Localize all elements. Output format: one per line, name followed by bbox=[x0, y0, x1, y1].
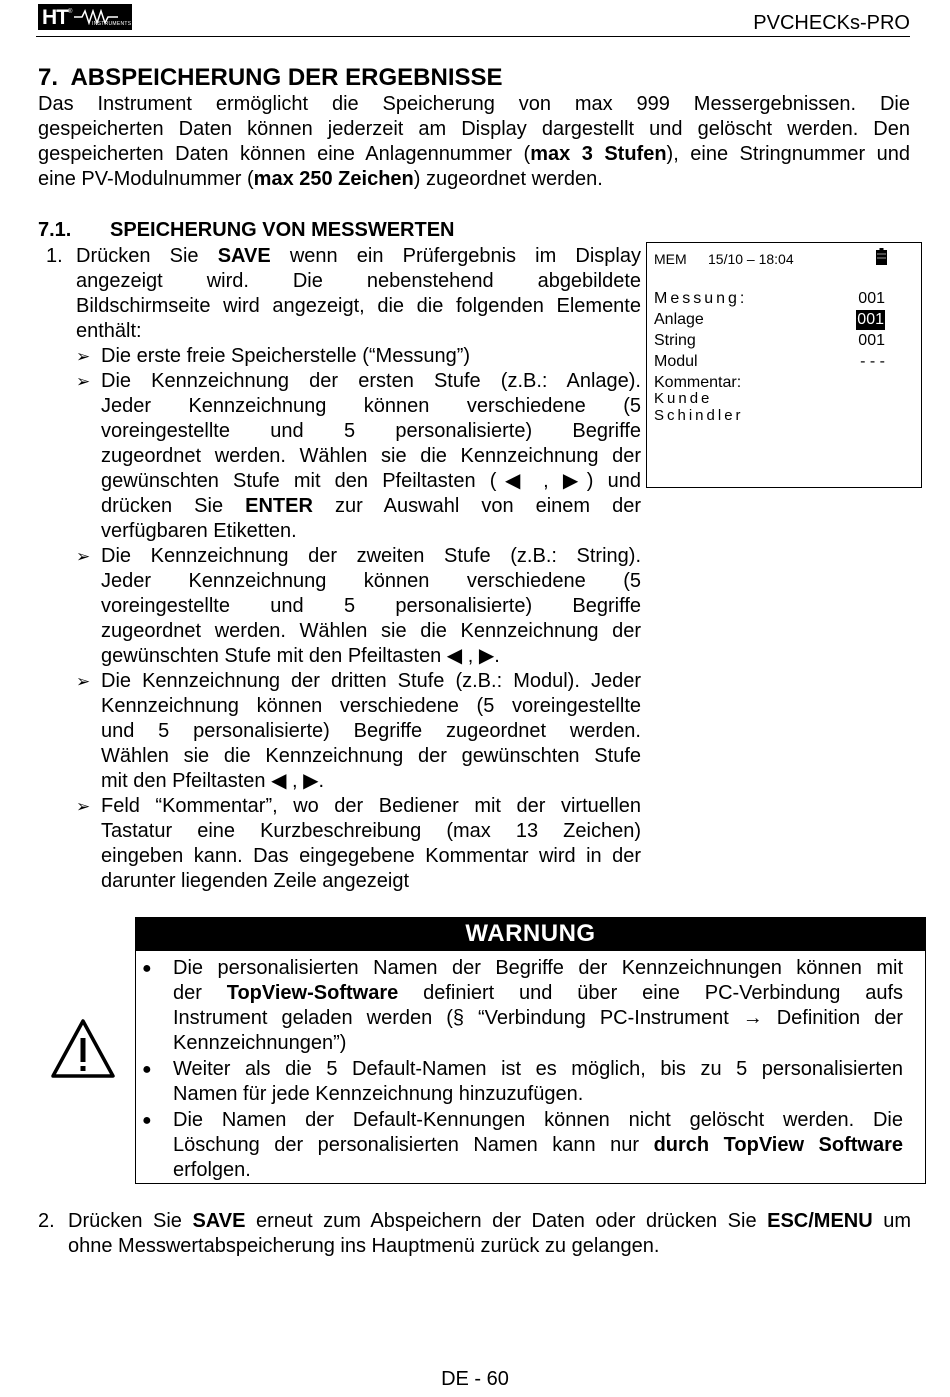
warning-bold: TopView-Software bbox=[226, 982, 399, 1004]
bullet-dot-icon: ● bbox=[142, 1112, 152, 1129]
warning-text: definiert und über eine PC-Verbindung aufs bbox=[398, 982, 903, 1004]
arrow-bullet-icon: ➢ bbox=[76, 547, 91, 566]
arrow-bullet-icon: ➢ bbox=[76, 797, 91, 816]
step-text: Drücken Sie bbox=[76, 245, 218, 267]
arrow-bullet-icon: ➢ bbox=[76, 347, 91, 366]
bullet-line: Tastatur eine Kurzbeschreibung (max 13 Zeichen) bbox=[101, 820, 641, 842]
warning-item bbox=[173, 956, 903, 1056]
warning-item bbox=[173, 1108, 903, 1183]
bullet-item bbox=[76, 344, 641, 369]
bullet-text: drücken Sie bbox=[101, 495, 246, 517]
bullet-line: Die Kennzeichnung der ersten Stufe (z.B.: Anlage). bbox=[101, 370, 641, 392]
warning-item bbox=[173, 1057, 903, 1107]
screen-messung-value: 001 bbox=[858, 290, 885, 307]
registered-mark: ® bbox=[68, 9, 73, 15]
step-line bbox=[76, 244, 641, 269]
subsection-title bbox=[38, 219, 454, 242]
logo-text: HT bbox=[42, 5, 68, 29]
intro-line bbox=[38, 167, 910, 192]
warning-bold: durch TopView Software bbox=[653, 1134, 903, 1156]
intro-line: gespeicherten Daten können jederzeit am Display dargestellt und gelöscht werden. Den bbox=[38, 118, 910, 140]
screen-mem-label: MEM bbox=[654, 251, 687, 267]
screen-comment-line: Schindler bbox=[654, 407, 744, 424]
logo-subtext: INSTRUMENTS bbox=[92, 21, 132, 27]
bullet-line: Jeder Kennzeichnung können verschiedene (5 bbox=[101, 395, 641, 417]
screen-datetime: 15/10 – 18:04 bbox=[708, 251, 794, 267]
intro-text: ), eine Stringnummer und bbox=[666, 143, 911, 165]
bullet-text: zur Auswahl von einem der bbox=[312, 495, 642, 517]
bullet-line bbox=[101, 494, 641, 519]
arrow-bullet-icon: ➢ bbox=[76, 372, 91, 391]
intro-text: eine PV-Modulnummer ( bbox=[38, 168, 254, 190]
step-text: um bbox=[872, 1210, 911, 1232]
key-enter: ENTER bbox=[245, 495, 313, 517]
bullet-item bbox=[76, 369, 642, 544]
warning-line: Die personalisierten Namen der Begriffe der Kennzeichnungen können mit bbox=[173, 957, 903, 979]
bullet-dot-icon: ● bbox=[142, 960, 152, 977]
warning-line: Instrument geladen werden (§ “Verbindung PC-Instrument → Definition der bbox=[173, 1007, 903, 1029]
bullet-line: Feld “Kommentar”, wo der Bediener mit der virtuellen bbox=[101, 795, 641, 817]
bullet-dot-icon: ● bbox=[142, 1061, 152, 1078]
intro-bold: max 3 Stufen bbox=[530, 143, 667, 165]
intro-line: Das Instrument ermöglicht die Speicherung von max 999 Messergebnissen. Die bbox=[38, 93, 910, 115]
bullet-item bbox=[76, 669, 641, 794]
intro-line bbox=[38, 142, 910, 167]
warning-line bbox=[173, 981, 903, 1006]
key-save: SAVE bbox=[217, 245, 271, 267]
bullet-line: eingeben kann. Das eingegebene Kommentar wird in der bbox=[101, 845, 641, 867]
warning-line: Die Namen der Default-Kennungen können nicht gelöscht werden. Die bbox=[173, 1109, 903, 1131]
section-title bbox=[38, 64, 503, 92]
warning-line bbox=[173, 1133, 903, 1158]
arrow-bullet-icon: ➢ bbox=[76, 672, 91, 691]
intro-text: gespeicherten Daten können eine Anlagennummer ( bbox=[38, 143, 531, 165]
intro-bold: max 250 Zeichen bbox=[253, 168, 414, 190]
step-2-text bbox=[68, 1209, 911, 1259]
warning-line: Weiter als die 5 Default-Namen ist es möglich, bis zu 5 personalisierten bbox=[173, 1058, 903, 1080]
step-line: ohne Messwertabspeicherung ins Hauptmenü zurück zu gelangen. bbox=[68, 1235, 660, 1257]
warning-text: der bbox=[173, 982, 227, 1004]
key-save: SAVE bbox=[192, 1210, 246, 1232]
step-line: enthält: bbox=[76, 320, 142, 342]
bullet-line: verfügbaren Etiketten. bbox=[101, 520, 297, 542]
bullet-line: Die Kennzeichnung der dritten Stufe (z.B.: Modul). Jeder bbox=[101, 670, 641, 692]
bullet-line: darunter liegenden Zeile angezeigt bbox=[101, 870, 409, 892]
bullet-line: zugeordnet werden. Wählen sie die Kennzeichnung der bbox=[101, 620, 641, 642]
section-title-text: ABSPEICHERUNG DER ERGEBNISSE bbox=[70, 64, 503, 91]
intro-text: ) zugeordnet werden. bbox=[413, 168, 603, 190]
warning-title: WARNUNG bbox=[135, 917, 926, 950]
bullet-line: mit den Pfeiltasten ◀ , ▶. bbox=[101, 770, 325, 792]
step-line: angezeigt wird. Die nebenstehend abgebildete bbox=[76, 270, 641, 292]
screen-string-value: 001 bbox=[858, 332, 885, 349]
bullet-list bbox=[76, 344, 642, 894]
step-line: Bildschirmseite wird angezeigt, die die folgenden Elemente bbox=[76, 295, 641, 317]
page-number: DE - 60 bbox=[441, 1368, 509, 1390]
step-text: wenn ein Prüfergebnis im Display bbox=[270, 245, 641, 267]
bullet-line: Wählen sie die Kennzeichnung der gewünschten Stufe bbox=[101, 745, 641, 767]
screen-kommentar-label: Kommentar: bbox=[654, 374, 742, 391]
bullet-item bbox=[76, 794, 641, 894]
bullet-line: Jeder Kennzeichnung können verschiedene (5 bbox=[101, 570, 641, 592]
warning-line: Kennzeichnungen”) bbox=[173, 1032, 347, 1054]
key-esc-menu: ESC/MENU bbox=[767, 1210, 873, 1232]
bullet-line: voreingestellte und 5 personalisierte) Begriffe bbox=[101, 420, 641, 442]
screen-modul-value: - - - bbox=[860, 353, 885, 370]
subsection-title-text: SPEICHERUNG VON MESSWERTEN bbox=[110, 219, 455, 241]
header-divider bbox=[36, 36, 910, 37]
bullet-line: gewünschten Stufe mit den Pfeiltasten ◀ , ▶. bbox=[101, 645, 500, 667]
product-name: PVCHECKs-PRO bbox=[753, 12, 910, 34]
ht-logo bbox=[38, 4, 132, 30]
bullet-line: gewünschten Stufe mit den Pfeiltasten (◀ , ▶) und bbox=[101, 470, 641, 492]
warning-line: erfolgen. bbox=[173, 1159, 251, 1181]
bullet-line: voreingestellte und 5 personalisierte) Begriffe bbox=[101, 595, 641, 617]
battery-icon bbox=[876, 248, 887, 265]
screen-string-label: String bbox=[654, 332, 696, 349]
warning-triangle-icon bbox=[50, 1018, 116, 1080]
bullet-item bbox=[76, 544, 641, 669]
section-number: 7. bbox=[38, 64, 59, 91]
step-1-number: 1. bbox=[46, 245, 63, 267]
warning-line: Namen für jede Kennzeichnung hinzuzufügen. bbox=[173, 1083, 584, 1105]
subsection-number: 7.1. bbox=[38, 219, 72, 241]
screen-messung-label: Messung: bbox=[654, 290, 748, 307]
step-line bbox=[68, 1209, 911, 1234]
step-text: Drücken Sie bbox=[68, 1210, 193, 1232]
step-text: erneut zum Abspeichern der Daten oder drücken Sie bbox=[245, 1210, 768, 1232]
bullet-line: zugeordnet werden. Wählen sie die Kennzeichnung der bbox=[101, 445, 641, 467]
section-intro bbox=[38, 92, 910, 192]
bullet-line: und 5 personalisierte) Begriffe zugeordnet werden. bbox=[101, 720, 641, 742]
screen-modul-label: Modul bbox=[654, 353, 698, 370]
warning-text: Löschung der personalisierten Namen kann nur bbox=[173, 1134, 654, 1156]
screen-anlage-value: 001 bbox=[857, 311, 884, 328]
step-1-text bbox=[76, 244, 641, 344]
step-2-number: 2. bbox=[38, 1210, 55, 1232]
bullet-line: Die erste freie Speicherstelle (“Messung”) bbox=[101, 345, 471, 367]
screen-anlage-label: Anlage bbox=[654, 311, 704, 328]
bullet-line: Die Kennzeichnung der zweiten Stufe (z.B.: String). bbox=[101, 545, 641, 567]
bullet-line: Kennzeichnung können verschiedene (5 voreingestellte bbox=[101, 695, 641, 717]
instrument-screen bbox=[646, 242, 922, 488]
screen-comment-line: Kunde bbox=[654, 390, 713, 407]
